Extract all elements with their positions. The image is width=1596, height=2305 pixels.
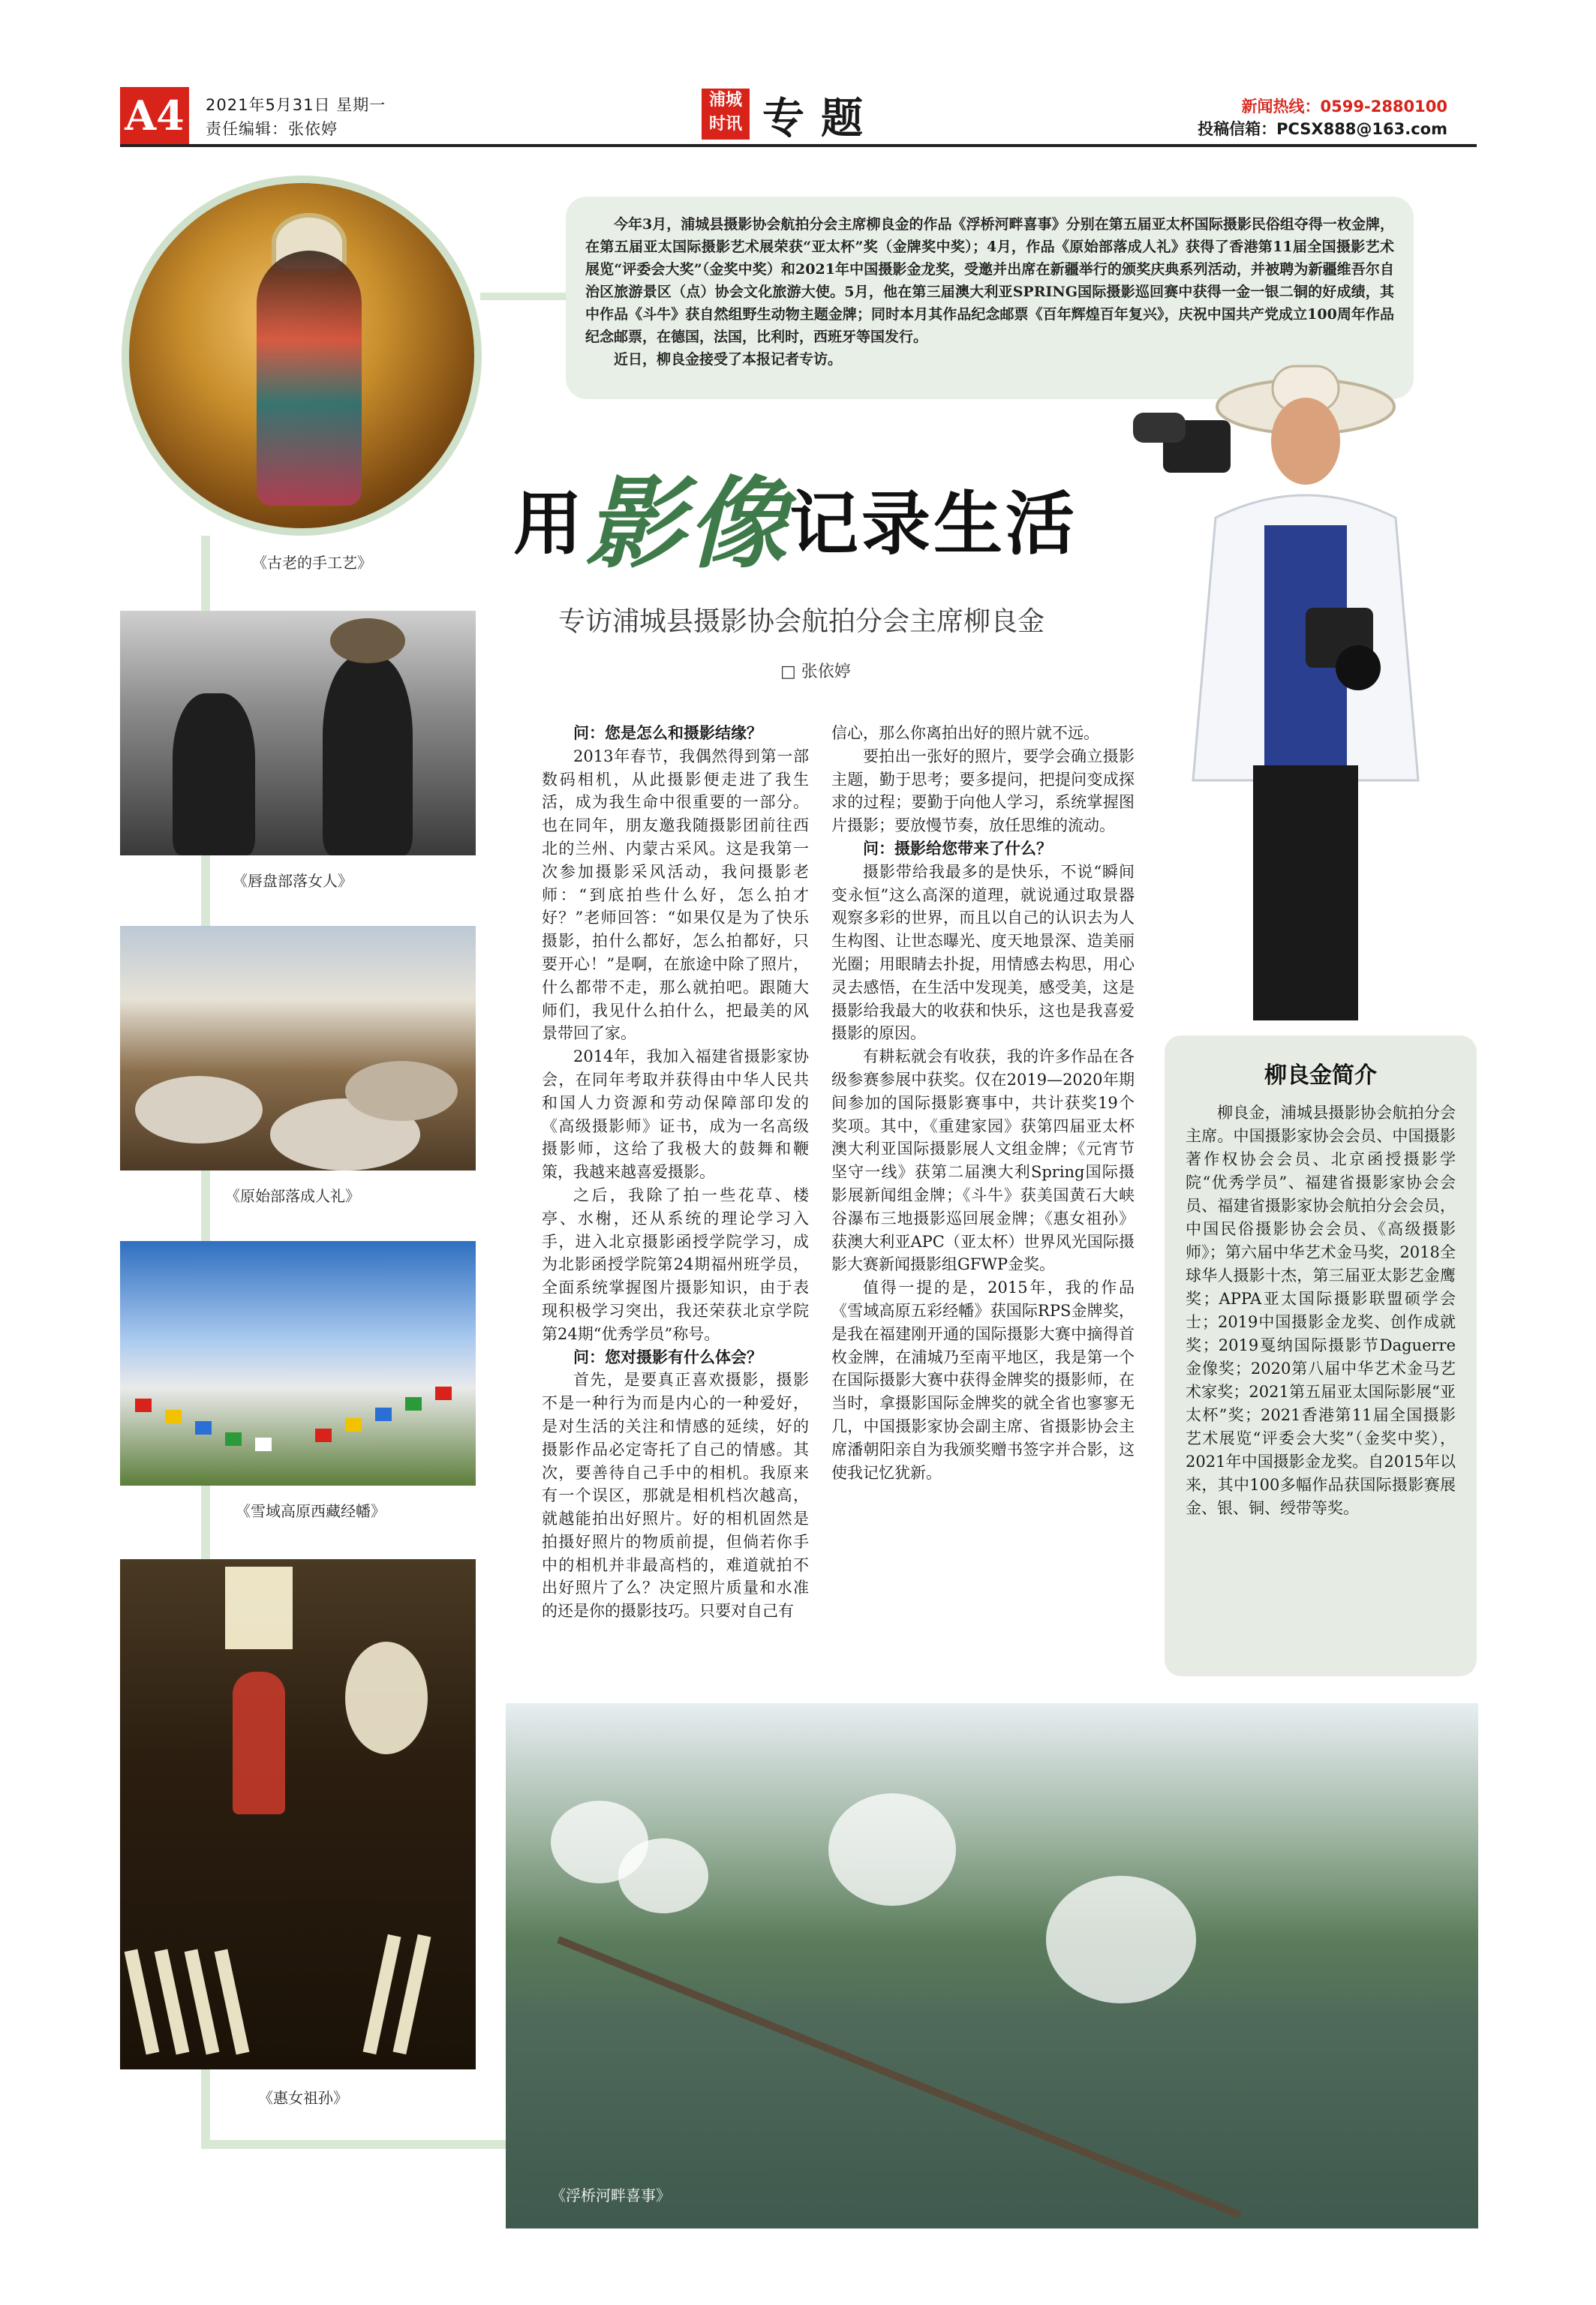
smoke-cloud xyxy=(618,1838,708,1913)
connector-line xyxy=(201,2140,509,2149)
figure-shape xyxy=(173,693,255,855)
editor-credit: 责任编辑：张依婷 xyxy=(206,120,338,138)
caption-ancient-craft: 《古老的手工艺》 xyxy=(252,554,372,572)
newspaper-logo xyxy=(702,89,750,140)
question-heading: 问：摄影给您带来了什么？ xyxy=(863,838,1052,858)
caption-tribe-rite: 《原始部落成人礼》 xyxy=(225,1187,360,1205)
photo-photographer xyxy=(1133,360,1478,1035)
submission-email: 投稿信箱：PCSX888@163.com xyxy=(1198,120,1447,138)
photo-hui-women xyxy=(120,1559,476,2069)
connector-line xyxy=(480,293,567,300)
page-number: A4 xyxy=(120,87,189,144)
prayer-flag xyxy=(135,1399,152,1412)
prayer-flag xyxy=(405,1397,422,1411)
headline-pre: 用 xyxy=(513,483,586,564)
article-paragraph: 摄影带给我最多的是快乐，不说“瞬间变永恒”这么高深的道理，就说通过取景器观察多彩的世界，而且以自己的认识去为人生构图、让世态曝光、度天地景深、造美丽光圈；用眼睛去扑捉，用情感去构思，用心灵去感悟，在生活中发现美，感受美，这是摄影给我最大的收获和快乐，这也是我喜爱摄影的原因。 xyxy=(831,862,1135,1043)
logo-top: 浦城 xyxy=(708,91,742,110)
light-stripe xyxy=(215,1949,250,2055)
bio-text: 柳良金，浦城县摄影协会航拍分会主席。中国摄影家协会会员、中国摄影著作权协会会员、北京函授摄影学院“优秀学员”、福建省摄影家协会会员、福建省摄影家协会航拍分会会员，中国民俗摄影协会会员、《高级摄影师》；第六届中华艺术金马奖，2018全球华人摄影十杰，第三届亚太影艺金鹰奖；APPA亚太国际摄影联盟硕学会士；2019中国摄影金龙奖、创作成就奖；2019戛纳国际摄影节Daguerre金像奖；2020第八届中华艺术金马艺术家奖；2021第五届亚太国际影展“亚太杯”奖；2021香港第11届全国摄影艺术展览“评委会大奖”（金奖中奖），2021年中国摄影金龙奖。自2015年以来，其中100多幅作品获国际摄影赛展金、银、铜、绶带等奖。 xyxy=(1186,1104,1456,1517)
byline: □ 张依婷 xyxy=(780,663,851,681)
header-rule xyxy=(120,144,1477,147)
woman-figure xyxy=(257,251,362,506)
light-stripe xyxy=(185,1949,220,2055)
smoke-cloud xyxy=(828,1793,956,1906)
article-paragraph: 值得一提的是，2015年，我的作品《雪域高原五彩经幡》获国际RPS金牌奖，是我在福建刚开通的国际摄影大赛中摘得首枚金牌，在浦城乃至南平地区，我是第一个在国际摄影大赛中获得金牌奖的摄影师，在当时，拿摄影国际金牌奖的就全省也寥寥无几，中国摄影家协会副主席、省摄影协会主席潘朝阳亲自为我颁奖赠书签字并合影，这使我记忆犹新。 xyxy=(831,1279,1135,1482)
photo-lip-plate-women xyxy=(120,611,476,855)
prayer-flag xyxy=(225,1432,242,1446)
cattle-shape xyxy=(135,1076,263,1143)
article-column-1 xyxy=(542,722,809,1623)
article-paragraph: 要拍出一张好的照片，要学会确立摄影主题，勤于思考；要多提问，把提问变成探求的过程；要勤于向他人学习，系统掌握图片摄影；要放慢节奏，放任思维的流动。 xyxy=(831,747,1135,835)
caption-tibet-prayer-flags: 《雪域高原西藏经幡》 xyxy=(236,1502,386,1520)
headline-post: 记录生活 xyxy=(789,483,1078,564)
article-paragraph: 2014年，我加入福建省摄影家协会，在同年考取并获得由中华人民共和国人力资源和劳动保障部印发的《高级摄影师》证书，成为一名高级摄影师，这给了我极大的鼓舞和鞭策，我越来越喜爱摄影。 xyxy=(542,1047,809,1182)
girl-figure xyxy=(233,1672,285,1814)
intro-paragraph: 今年3月，浦城县摄影协会航拍分会主席柳良金的作品《浮桥河畔喜事》分别在第五届亚太杯国际摄影民俗组夺得一枚金牌，在第五届亚太国际摄影艺术展荣获“亚太杯”奖（金牌奖中奖）；4月，作品《原始部落成人礼》获得了香港第11届全国摄影艺术展览“评委会大奖”（金奖中奖）和2021年中国摄影金龙奖，受邀并出席在新疆举行的颁奖庆典系列活动，并被聘为新疆维吾尔自治区旅游景区（点）协会文化旅游大使。5月，他在第三届澳大利亚SPRING国际摄影巡回赛中获得一金一银二铜的好成绩，其中作品《斗牛》获自然组野生动物主题金牌；同时本月其作品纪念邮票《百年辉煌百年复兴》，庆祝中国共产党成立100周年作品纪念邮票，在德国，法国，比利时，西班牙等国发行。 xyxy=(585,216,1394,345)
light-stripe xyxy=(155,1949,190,2055)
photo-tribe-rite xyxy=(120,926,476,1171)
bio-box xyxy=(1165,1035,1477,1676)
prayer-flag xyxy=(315,1429,332,1442)
caption-hui-women: 《惠女祖孙》 xyxy=(258,2089,348,2107)
article-paragraph: 信心，那么你离拍出好的照片就不远。 xyxy=(831,724,1099,742)
article-column-2 xyxy=(831,722,1135,1484)
question-heading: 问：您对摄影有什么体会？ xyxy=(573,1347,762,1366)
prayer-flag xyxy=(435,1387,452,1400)
prayer-flag xyxy=(195,1421,212,1435)
light-stripe xyxy=(393,1934,431,2054)
prayer-flag xyxy=(255,1438,272,1451)
article-paragraph: 首先，是要真正喜欢摄影，摄影不是一种行为而是内心的一种爱好，是对生活的关注和情感的延续，好的摄影作品必定寄托了自己的情感。其次，要善待自己手中的相机。我原来有一个误区，那就是相机档次越高，就越能拍出好照片。好的相机固然是拍摄好照片的物质前提，但倘若你手中的相机并非最高档的，难道就拍不出好照片了么？决定照片质量和水准的还是你的摄影技巧。只要对自己有 xyxy=(542,1371,809,1621)
subheadline: 专访浦城县摄影协会航拍分会主席柳良金 xyxy=(558,606,1045,637)
figure-shape xyxy=(323,656,413,855)
issue-date: 2021年5月31日 星期一 xyxy=(206,96,386,114)
prayer-flag xyxy=(375,1408,392,1421)
photo-pontoon-bridge-wedding xyxy=(506,1703,1478,2228)
logo-bottom: 时讯 xyxy=(708,115,742,134)
article-paragraph: 有耕耘就会有收获，我的许多作品在各级参赛参展中获奖。仅在2019—2020年期间参加的国际摄影赛事中，共计获奖19个奖项。其中，《重建家园》获第四届亚太杯澳大利亚国际摄影展人文组金牌；《元宵节坚守一线》获第二届澳大利Spring国际摄影展新闻组金牌；《斗牛》获美国黄石大峡谷瀑布三地摄影巡回展金牌；《惠女祖孙》获澳大利亚APC（亚太杯）世界风光国际摄影大赛新闻摄影组GFWP金奖。 xyxy=(831,1047,1135,1274)
article-paragraph: 之后，我除了拍一些花草、楼亭、水榭，还从系统的理论学习入手，进入北京摄影函授学院学习，成为北影函授学院第24期福州班学员，全面系统掌握图片摄影知识，由于表现积极学习突出，我还荣获北京学院第24期“优秀学员”称号。 xyxy=(542,1186,809,1343)
embroidery-hoop xyxy=(345,1642,428,1754)
prayer-flag xyxy=(345,1418,362,1432)
caption-pontoon-bridge-wedding: 《浮桥河畔喜事》 xyxy=(551,2186,671,2204)
caption-lip-plate-women: 《唇盘部落女人》 xyxy=(233,872,353,890)
prayer-flag xyxy=(165,1410,182,1423)
basket-shape xyxy=(330,618,405,663)
headline-accent: 影像 xyxy=(585,466,790,582)
news-hotline: 新闻热线：0599-2880100 xyxy=(1241,98,1447,116)
article-paragraph: 2013年春节，我偶然得到第一部数码相机，从此摄影便走进了我生活，成为我生命中很重要的一部分。也在同年，朋友邀我随摄影团前往西北的兰州、内蒙古采风。这是我第一次参加摄影采风活动，我问摄影老师：“到底拍些什么好，怎么拍才好？”老师回答：“如果仅是为了快乐摄影，拍什么都好，怎么拍都好，只要开心！”是啊，在旅途中除了照片，什么都带不走，那么就拍吧。跟随大师们，我见什么拍什么，把最美的风景带回了家。 xyxy=(542,747,809,1043)
photo-tibet-prayer-flags xyxy=(120,1241,476,1486)
headline xyxy=(513,444,1078,587)
window-light xyxy=(225,1567,293,1649)
bio-heading: 柳良金简介 xyxy=(1264,1062,1377,1089)
cattle-shape xyxy=(345,1061,458,1121)
intro-paragraph: 近日，柳良金接受了本报记者专访。 xyxy=(614,351,843,368)
section-title: 专题 xyxy=(762,94,879,143)
light-stripe xyxy=(125,1949,160,2055)
smoke-cloud xyxy=(1046,1876,1196,2003)
question-heading: 问：您是怎么和摄影结缘？ xyxy=(573,723,762,742)
photo-ancient-craft xyxy=(122,176,482,536)
